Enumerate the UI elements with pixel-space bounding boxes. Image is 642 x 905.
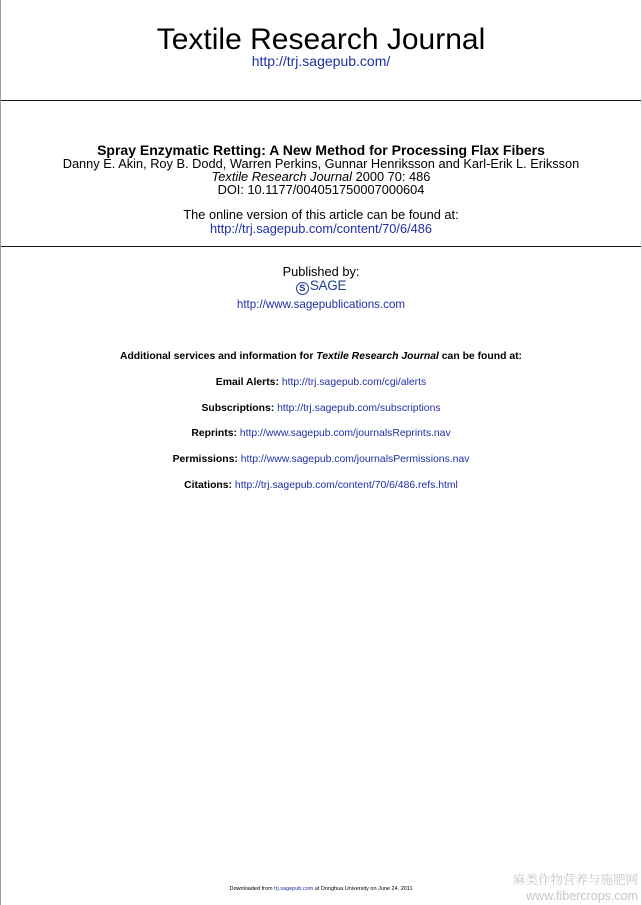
services-intro-journal: Textile Research Journal: [316, 351, 439, 362]
service-reprints: [1, 428, 641, 440]
service-subscriptions: [1, 403, 641, 415]
service-email-alerts: [1, 377, 641, 389]
watermark-line-2: www.fibercrops.com: [526, 889, 638, 903]
citation-journal-name: Textile Research Journal: [211, 168, 353, 184]
service-citations: [1, 480, 641, 492]
footer-suffix: at Donghua University on June 24, 2011: [314, 886, 413, 892]
service-label: Citations:: [184, 480, 233, 491]
services-intro-tail: can be found at:: [441, 351, 523, 362]
service-label: Permissions:: [172, 454, 238, 465]
article-title: Spray Enzymatic Retting: A New Method for Processing Flax Fibers: [97, 142, 545, 158]
sage-logo-mark: S: [296, 282, 309, 295]
services-intro: [1, 351, 641, 363]
citation-details: 2000 70: 486: [355, 168, 431, 184]
footer-prefix: Downloaded from: [229, 886, 273, 892]
journal-url-row: [1, 53, 641, 69]
sage-logo[interactable]: [1, 279, 641, 293]
service-permissions: [1, 454, 641, 466]
service-label: Email Alerts:: [215, 377, 279, 388]
permissions-link[interactable]: http://www.sagepub.com/journalsPermissions.nav: [240, 454, 470, 465]
online-version-row: [1, 222, 641, 235]
services-intro-text: Additional services and information for: [119, 351, 314, 362]
service-label: Subscriptions:: [201, 403, 275, 414]
online-version-text: The online version of this article can be found at:: [183, 206, 459, 222]
service-label: Reprints:: [191, 428, 237, 439]
article-url-link[interactable]: http://trj.sagepub.com/content/70/6/486: [210, 220, 432, 236]
divider-top: [0, 100, 642, 101]
subscriptions-link[interactable]: http://trj.sagepub.com/subscriptions: [277, 403, 441, 414]
divider-middle: [0, 246, 642, 247]
article-authors: Danny E. Akin, Roy B. Dodd, Warren Perkins, Gunnar Henriksson and Karl-Erik L. Eriksson: [62, 155, 580, 171]
sage-logo-text: SAGE: [309, 278, 347, 293]
reprints-link[interactable]: http://www.sagepub.com/journalsReprints.nav: [239, 428, 451, 439]
journal-url-link[interactable]: http://trj.sagepub.com/: [251, 53, 391, 69]
published-by-label: Published by:: [282, 263, 360, 279]
doi: DOI: 10.1177/004051750007000604: [217, 181, 425, 197]
publisher-url-row: [1, 298, 641, 311]
publisher-url-link[interactable]: http://www.sagepublications.com: [236, 297, 406, 311]
watermark-line-1: 麻类作物营养与施肥网: [512, 873, 638, 887]
email-alerts-link[interactable]: http://trj.sagepub.com/cgi/alerts: [281, 377, 427, 388]
citations-link[interactable]: http://trj.sagepub.com/content/70/6/486.refs.html: [234, 480, 458, 491]
citation-line: [1, 170, 641, 183]
footer-site-link[interactable]: trj.sagepub.com: [274, 886, 314, 892]
journal-title: Textile Research Journal: [156, 23, 486, 56]
